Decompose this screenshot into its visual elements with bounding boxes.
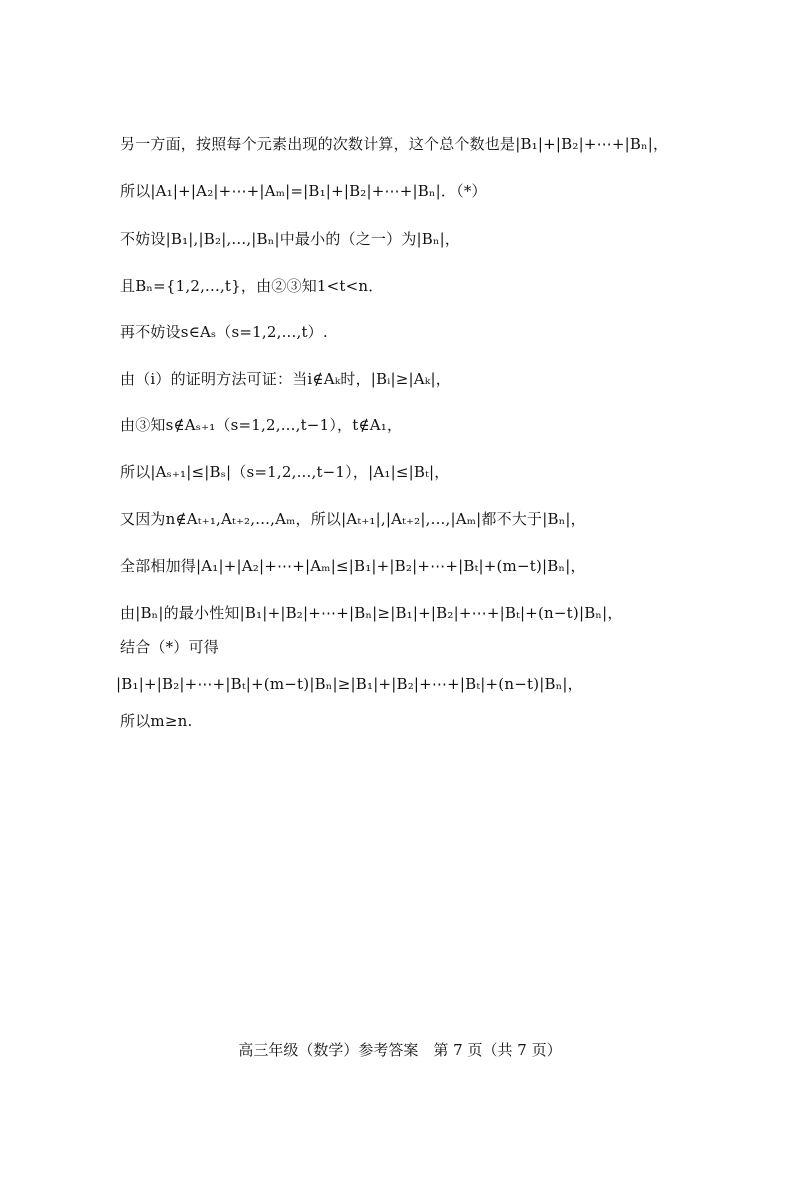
text-line-1: 另一方面，按照每个元素出现的次数计算，这个总个数也是|B₁|+|B₂|+⋯+|Bₙ|， (120, 135, 669, 153)
text-line-10: 全部相加得|A₁|+|A₂|+⋯+|Aₘ|≤|B₁|+|B₂|+⋯+|Bₜ|+(m−t)|Bₙ|， (120, 557, 586, 575)
text-line-9: 又因为n∉Aₜ₊₁,Aₜ₊₂,...,Aₘ，所以|Aₜ₊₁|,|Aₜ₊₂|,...,|Aₘ|都不大于|Bₙ|， (120, 510, 586, 528)
text-line-14: 所以m≥n. (120, 712, 193, 730)
text-line-8: 所以|Aₛ₊₁|≤|Bₛ|（s=1,2,...,t−1），|A₁|≤|Bₜ|， (120, 463, 450, 481)
text-line-4: 且Bₙ={1,2,...,t}，由②③知1<t<n． (120, 277, 384, 295)
text-line-6: 由（i）的证明方法可证：当i∉Aₖ时，|Bᵢ|≥|Aₖ|， (120, 370, 451, 388)
text-line-13: |B₁|+|B₂|+⋯+|Bₜ|+(m−t)|Bₙ|≥|B₁|+|B₂|+⋯+|Bₜ|+(n−t)|Bₙ|， (116, 675, 583, 693)
text-line-3: 不妨设|B₁|,|B₂|,...,|Bₙ|中最小的（之一）为|Bₙ|， (120, 230, 461, 248)
text-line-11: 由|Bₙ|的最小性知|B₁|+|B₂|+⋯+|Bₙ|≥|B₁|+|B₂|+⋯+|Bₜ|+(n−t)|Bₙ|， (120, 604, 623, 622)
text-line-5: 再不妨设s∈Aₛ（s=1,2,...,t）. (120, 323, 328, 341)
text-line-2: 所以|A₁|+|A₂|+⋯+|Aₘ|=|B₁|+|B₂|+⋯+|Bₙ|．（*） (120, 182, 487, 200)
text-line-7: 由③知s∉Aₛ₊₁（s=1,2,...,t−1），t∉A₁， (120, 416, 403, 434)
page-footer: 高三年级（数学）参考答案 第 7 页（共 7 页） (238, 1041, 562, 1059)
text-line-12: 结合（*）可得 (120, 638, 219, 656)
